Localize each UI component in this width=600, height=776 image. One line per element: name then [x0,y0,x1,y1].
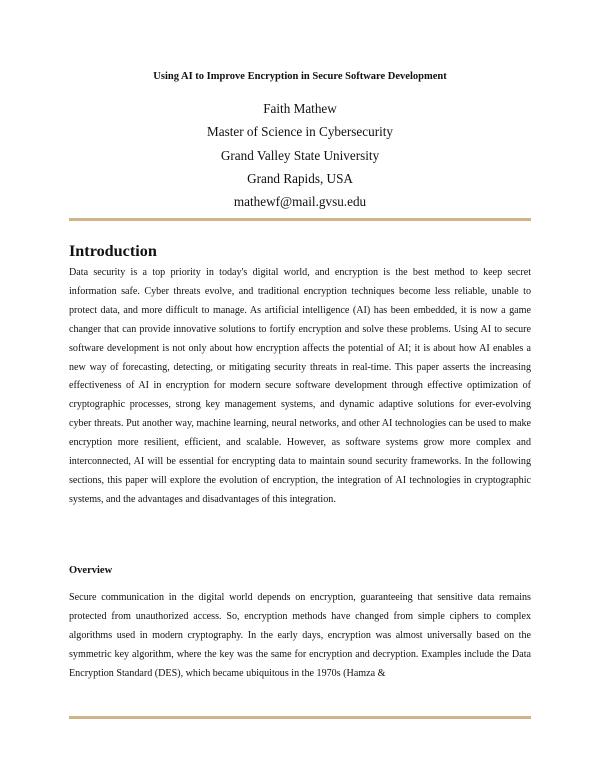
author-name: Faith Mathew [263,101,337,116]
author-location: Grand Rapids, USA [247,170,353,186]
overview-heading: Overview [69,565,113,576]
paper-title: Using AI to Improve Encryption in Secure Software Development [153,71,447,82]
overview-paragraph: Secure communication in the digital world depends on encryption, guaranteeing that sensitive data remains protected from unauthorized access. So, encryption methods have changed from simple ciphers to complex algorithms used in modern cryptography. In the early days, encryption was almost universally based on the symmetric key algorithm, where the key was the same for encryption and decryption. Examples include the Data Encryption Standard (DES), which became ubiquitous in the 1970s (Hamza & [69,592,531,679]
author-institution: Grand Valley State University [220,147,380,163]
author-email: mathewf@mail.gvsu.edu [233,194,367,210]
author-degree: Master of Science in Cybersecurity [206,124,394,140]
footer-divider [69,716,531,719]
introduction-paragraph: Data security is a top priority in today's digital world, and encryption is the best method to keep secret information safe. Cyber threats evolve, and traditional encryption techniques become less reliable, unable to protect data, and more difficult to manage. As artificial intelligence (AI) has been embedded, it is now a game changer that can provide innovative solutions to fortify encryption and solve these problems. Using AI to secure software development is not only about how encryption affects the potential of AI; it is about how AI enables a new way of forecasting, detecting, or mitigating security threats in real-time. This paper asserts the increasing effectiveness of AI in encryption for modern secure software development through effective optimization of cryptographic processes, strong key management systems, and dynamic adaptive solutions for ever-evolving cyber threats. Put another way, machine learning, neural networks, and other AI technologies can be used to make encryption more resilient, efficient, and scalable. However, as software systems grow more complex and interconnected, AI will be essential for encrypting data to maintain sound security frameworks. In the following sections, this paper will explore the evolution of encryption, the integration of AI technologies in cryptographic systems, and the advantages and disadvantages of this integration. [69,267,531,505]
introduction-heading: Introduction [69,242,157,260]
header-divider [69,218,531,221]
author-block [0,97,600,213]
